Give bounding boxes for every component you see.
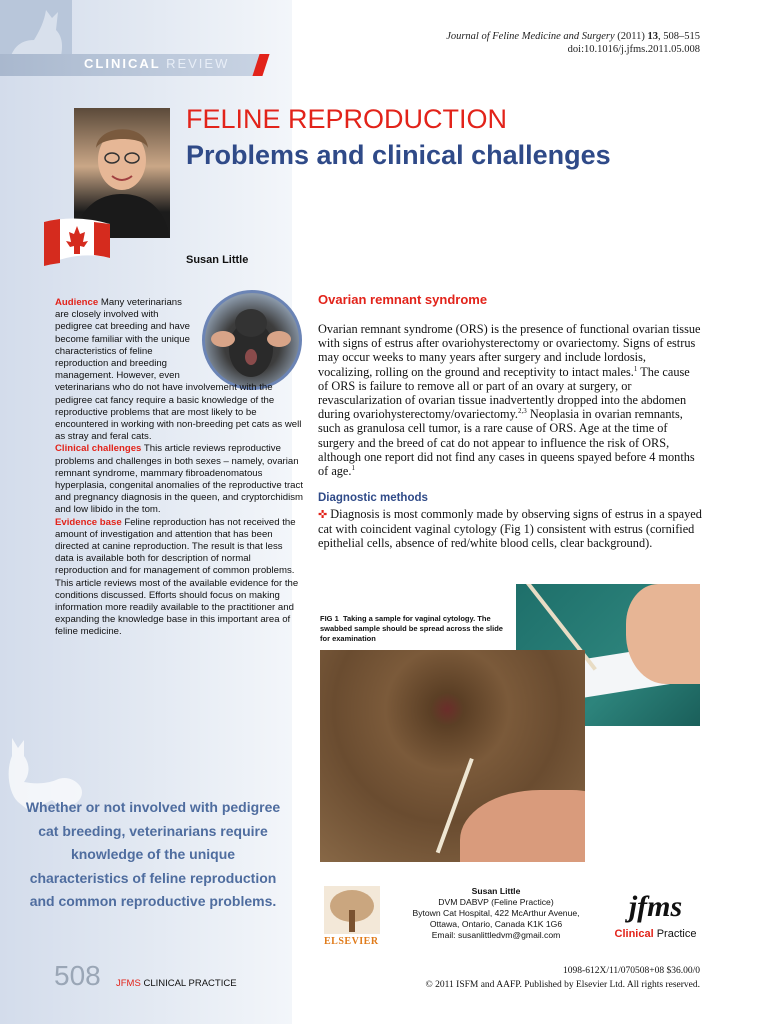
doi: doi:10.1016/j.jfms.2011.05.008 xyxy=(567,44,700,55)
publisher-name: ELSEVIER xyxy=(324,936,379,947)
abstract: Audience Many veterinarians are closely involved with pedigree cat breeding and have become familiar with the unique characteristics of feline reproduction and breeding management. However, even veterinarians who do not have involvement with the pedigree cat fancy require a basic knowledge of the reproductive problems that are most likely to be encountered in working with non-breeding pet cats as well as stray and feral cats. Clinical challenges This article reviews reproductive problems and challenges in both sexes – namely, ovarian remnant syndrome, mammary fibroadenomatous hyperplasia, congenital anomalies of the reproductive tract and pregnancy diagnosis in the queen, and cryptorchidism and low libido in the tom. Evidence base Feline reproduction has not received the amount of investigation and attention that has been directed at canine reproduction. The result is that less data is available both for description of normal reproduction and for management of common problems. This article reviews most of the available evidence for the conditions discussed. Efforts should focus on making information more readily available to the practitioner and expanding the knowledge base in this important area of feline medicine. xyxy=(55,297,303,638)
journal-citation: Journal of Feline Medicine and Surgery (2011) 13, 508–515 doi:10.1016/j.jfms.2011.05.008 xyxy=(446,31,700,55)
abstract-audience: Audience Many veterinarians are closely involved with pedigree cat breeding and have become familiar with the unique characteristics of feline reproduction and breeding management. However, even xyxy=(55,297,190,382)
jfms-logo: jfms Clinical Practice xyxy=(614,890,697,940)
fingers xyxy=(460,790,585,862)
page-label: JFMS CLINICAL PRACTICE xyxy=(116,978,237,989)
section-paragraph-2: ✜ Diagnosis is most commonly made by observing signs of estrus in a spayed cat with coincident vaginal cytology (Fig 1) consistent with estrus (cornified epithelial cells, absence of red/white blood cells, clear background). xyxy=(318,507,702,551)
section-label: CLINICAL REVIEW xyxy=(84,56,230,71)
section-heading: Ovarian remnant syndrome xyxy=(318,292,488,307)
abstract-challenges: Clinical challenges This article reviews reproductive problems and challenges in both sexes – namely, ovarian remnant syndrome, mammary fibroadenomatous hyperplasia, congenital anomalies of the reproductive tract and pregnancy diagnosis in the queen, and cryptorchidism and low libido in the tom. xyxy=(55,443,303,516)
subsection-heading: Diagnostic methods xyxy=(318,492,428,504)
abstract-evidence: Evidence base Feline reproduction has not received the amount of investigation and attention that has been directed at canine reproduction. The result is that less data is available both for description of normal reproduction and for management of common problems. This article reviews most of the available evidence for the conditions discussed. Efforts should focus on making information more readily available to the practitioner and expanding the knowledge base in this important area of feline medicine. xyxy=(55,516,299,638)
hand xyxy=(626,584,700,684)
author-contact: Susan Little DVM DABVP (Feline Practice) Bytown Cat Hospital, 422 McArthur Avenue, Ottawa, Ontario, Canada K1K 1G6 Email: susanlittledvm@gmail.com xyxy=(412,886,580,940)
figure-caption: FIG 1 Taking a sample for vaginal cytology. The swabbed sample should be spread across the slide for examination xyxy=(320,614,503,643)
title-line-2: Problems and clinical challenges xyxy=(186,140,611,170)
title-line-1: FELINE REPRODUCTION xyxy=(186,104,508,134)
author-name: Susan Little xyxy=(186,254,249,266)
page-number: 508 xyxy=(54,960,101,991)
cat-swab-photo xyxy=(320,650,585,862)
section-paragraph-1: Ovarian remnant syndrome (ORS) is the presence of functional ovarian tissue with signs of estrus after ovariohysterectomy or ovariectomy. Signs of estrus may occur weeks to many years after surgery and include lordosis, vocalizing, rolling on the ground and receptivity to intact males.$^1$ The cause of ORS is failure to remove all or part of an ovary at surgery, or revascularization of ovarian tissue inadvertently dropped into the abdomen during ovariohysterectomy/ovariectomy.$^{2,3}$ Neoplasia in ovarian remnants, such as granulosa cell tumor, is a rare cause of ORS. Age at the time of surgery and the breed of cat do not appear to influence the risk of ORS, although one report did not find any cases in queens spayed before 4 months of age.$^1$ xyxy=(318,322,701,479)
journal-name: Journal of Feline Medicine and Surgery xyxy=(446,31,615,42)
canada-flag-icon xyxy=(44,214,110,266)
bullet-icon: ✜ xyxy=(318,509,328,521)
copyright-block: 1098-612X/11/070508+08 $36.00/0 © 2011 ISFM and AAFP. Published by Elsevier Ltd. All rights reserved. xyxy=(425,966,700,990)
pull-quote: Whether or not involved with pedigree cat breeding, veterinarians require knowledge of the unique characteristics of feline reproduction and common reproductive problems. xyxy=(25,799,281,909)
